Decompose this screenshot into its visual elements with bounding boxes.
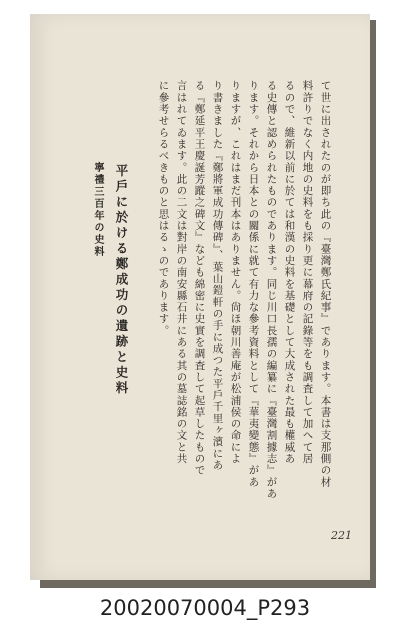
page-number: 221 <box>331 529 352 542</box>
body-line-4: る史傳と認められたものであります。同じ川口長孺の編纂に『臺灣割據志』があ <box>265 80 278 500</box>
section-title: 平戶に於ける鄭成功の遺跡と史料 <box>114 164 129 397</box>
body-line-5: ります。それから日本との關係に就て有力な參考資料として『華夷變態』があ <box>247 80 260 488</box>
book-page <box>30 14 370 580</box>
body-line-2: 料許りでなく内地の史料をも採り更に幕府の記錄等をも調査して加へて居 <box>301 80 314 465</box>
era-note: 寧禮三百年の史料 <box>92 162 103 258</box>
body-line-3: るので、維新以前に於ては和漢の史料を基礎として大成された最も權威あ <box>283 80 296 465</box>
body-line-7: り書きました『鄭將軍成功傳碑』、葉山鎧軒の手に成つた平戶千里ヶ濱にあ <box>211 80 224 471</box>
body-line-9: 言はれてゐます。此の二文は對岸の南安縣石井にある其の墓誌銘の文と共 <box>175 80 188 465</box>
body-line-1: て世に出されたのが即ち此の『臺灣鄭氏紀事』であります。本書は支那側の材 <box>319 80 332 488</box>
body-line-10: に參考せらるべきものと思はるゝのであります。 <box>157 80 170 337</box>
image-caption: 20020070004_P293 <box>99 596 311 620</box>
body-line-8: る『鄭延平王慶誕芳蹤之碑文』なども綿密に史實を調査して起草したもので <box>193 80 206 477</box>
body-line-6: りますが、これはまだ刊本はありません。尙ほ朝川善庵が松浦侯の命によ <box>229 80 242 465</box>
